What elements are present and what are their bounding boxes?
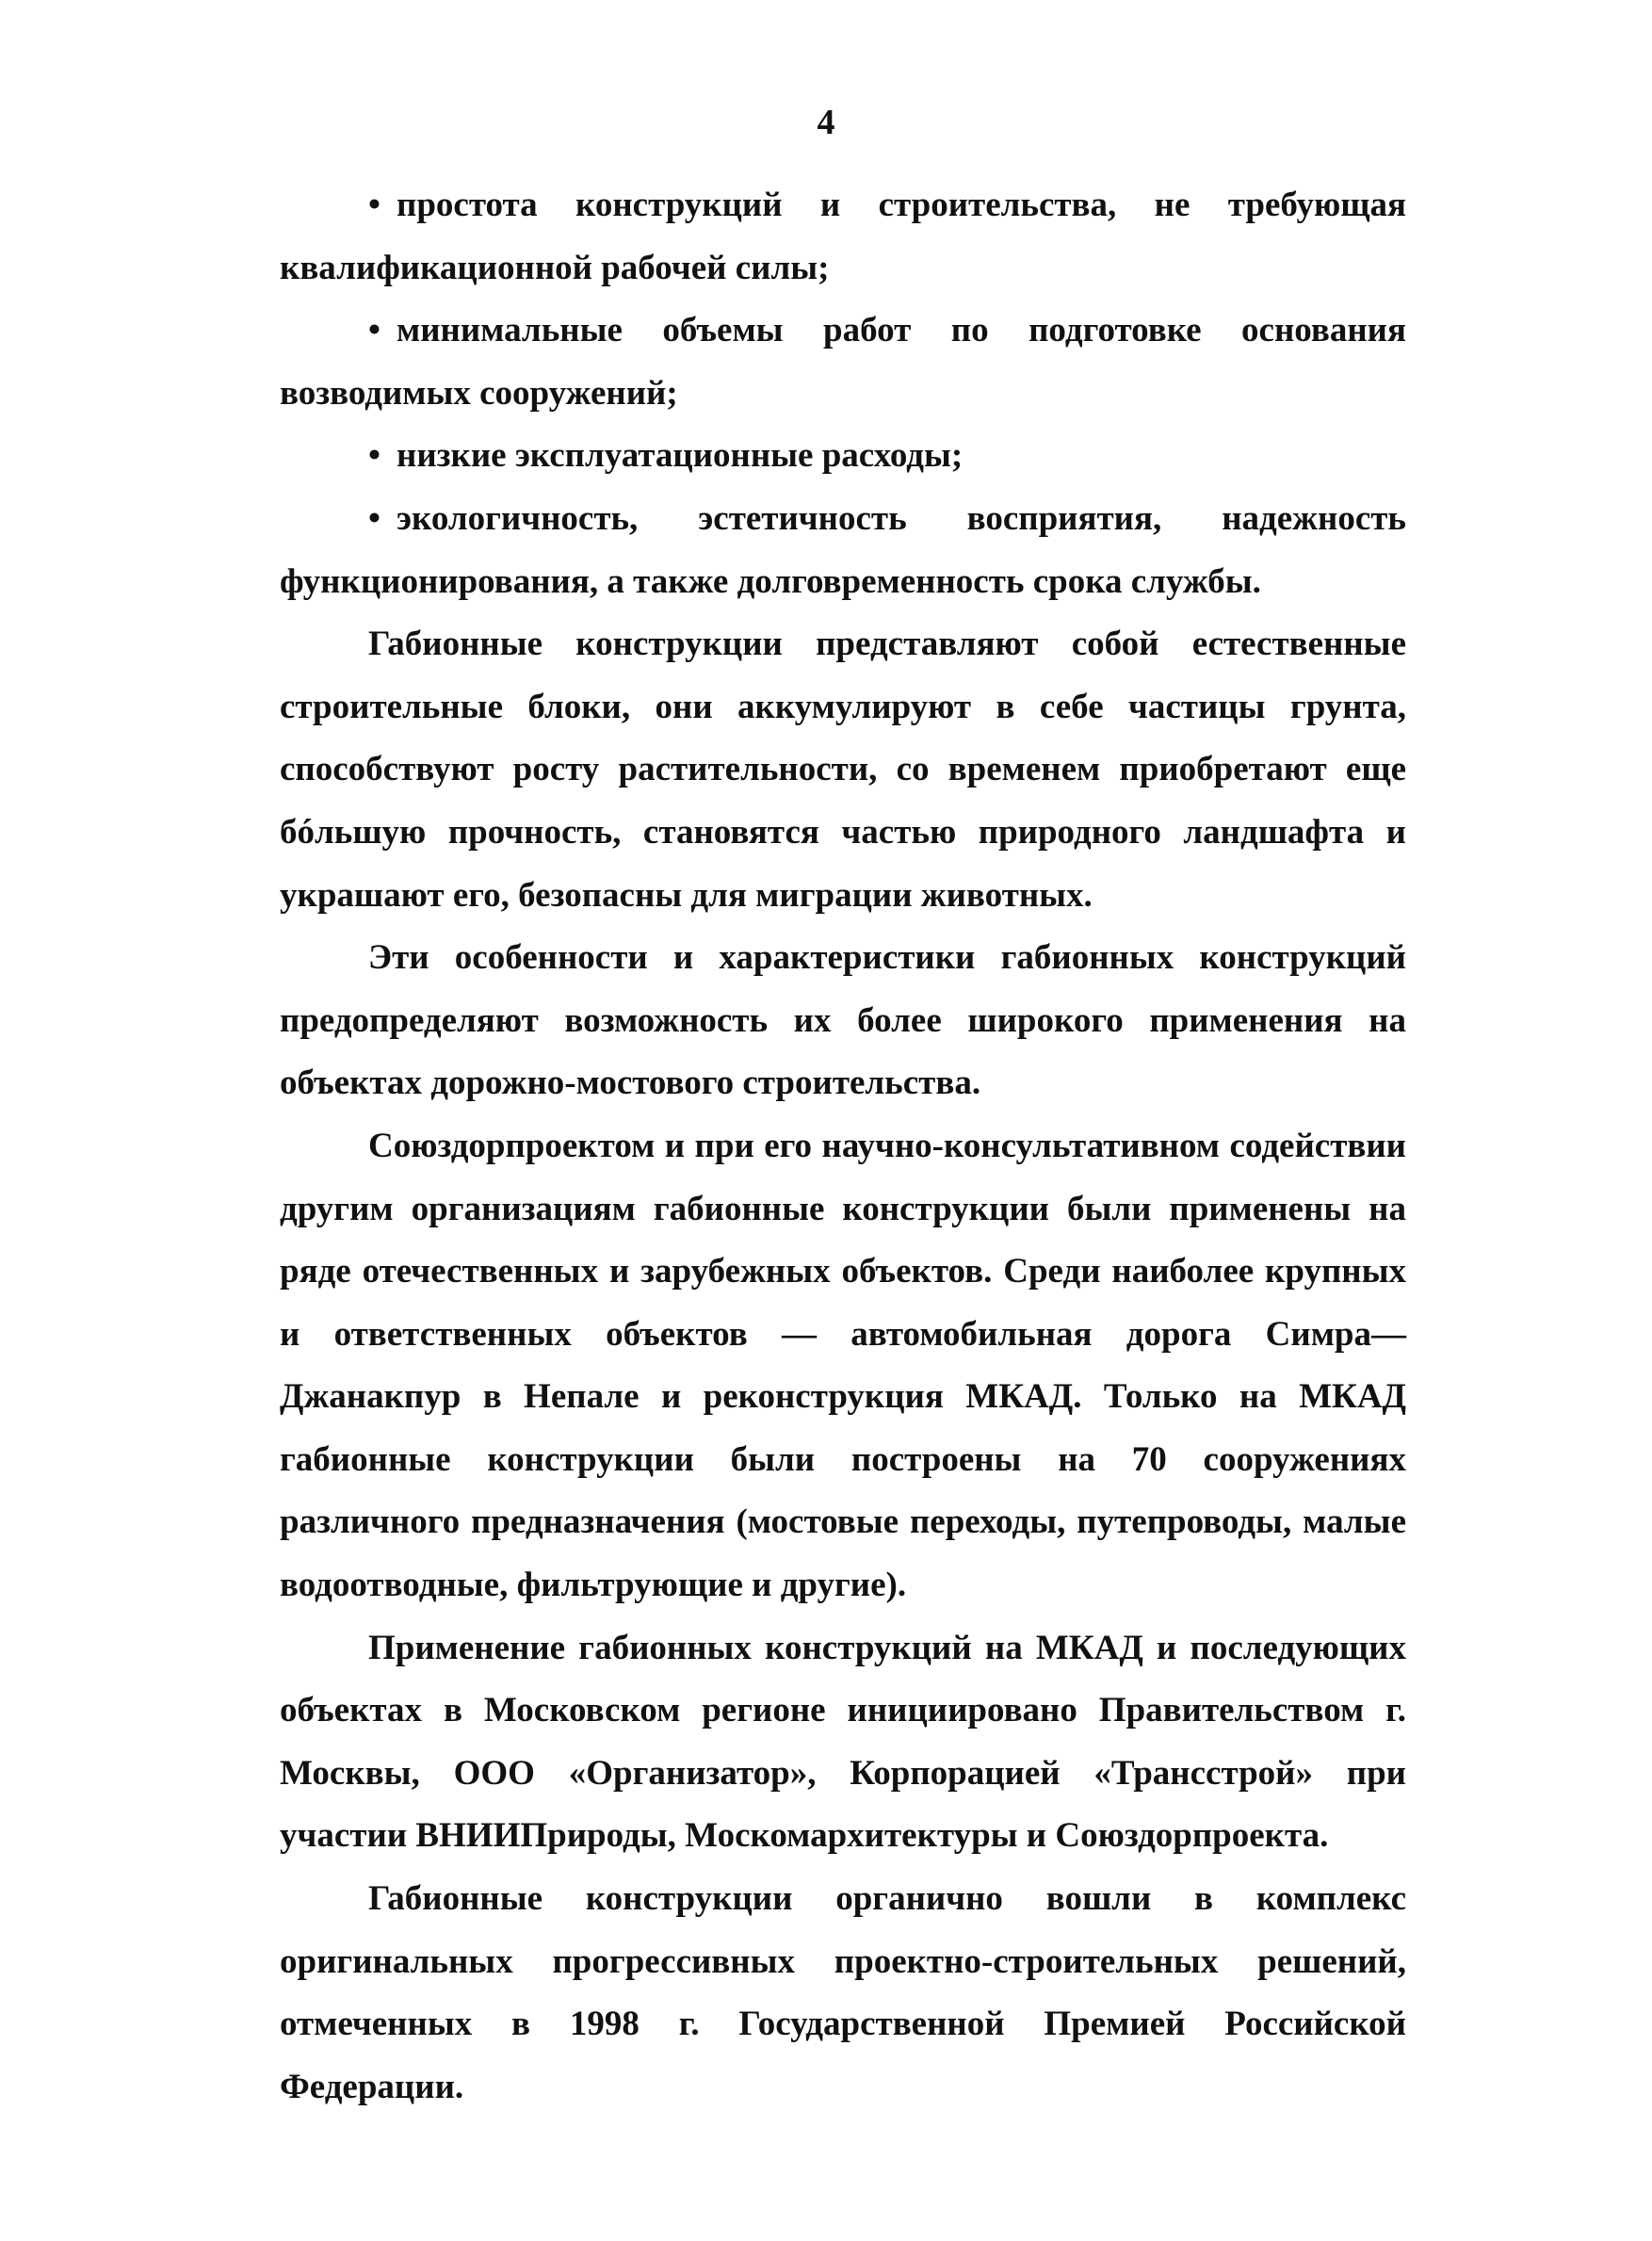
bullet-text: простота конструкций и строительства, не требующая квалификационной рабочей силы; [280,186,1406,287]
bullet-marker: • [368,186,381,224]
bullet-text: минимальные объемы работ по подготовке основания возводимых сооружений; [280,311,1406,413]
paragraph: Применение габионных конструкций на МКАД и последующих объектах в Московском регионе инициировано Правительством г. Москвы, ООО «Организатор», Корпорацией «Трансстрой» при участии ВНИИПрироды, Москомархитектуры и Союздорпроекта. [280,1628,1406,1856]
bullet-item [280,425,1406,488]
paragraph: Союздорпроектом и при его научно-консультативном содействии другим организациям габионные конструкции были применены на ряде отечественных и зарубежных объектов. Среди наиболее крупных и ответственных объектов — автомобильная дорога Симра—Джанакпур в Непале и реконструкция МКАД. Только на МКАД габионные конструкции были построены на 70 сооружениях различного предназначения (мостовые переходы, путепроводы, малые водоотводные, фильтрующие и другие). [280,1126,1406,1605]
bullet-text: экологичность, эстетичность восприятия, надежность функционирования, а также долговременность срока службы. [280,498,1406,601]
paragraph: Габионные конструкции органично вошли в комплекс оригинальных прогрессивных проектно-строительных решений, отмеченных в 1998 г. Государственной Премией Российской Федерации. [280,1879,1406,2106]
bullet-marker: • [368,311,381,350]
bullet-marker: • [368,436,381,476]
paragraph: Габионные конструкции представляют собой естественные строительные блоки, они аккумулируют в себе частицы грунта, способствуют росту растительности, со временем приобретают еще бóльшую прочность, становятся частью природного ландшафта и украшают его, безопасны для миграции животных. [280,625,1406,915]
bullet-item [280,488,1406,613]
bullet-text: низкие эксплуатационные расходы; [397,436,964,476]
bullet-marker: • [368,498,381,538]
paragraph: Эти особенности и характеристики габионных конструкций предопределяют возможность их более широкого применения на объектах дорожно-мостового строительства. [280,938,1406,1103]
bullet-item [280,174,1406,300]
page-number: 4 [817,103,835,142]
body-text [280,174,1406,2119]
bullet-item [280,300,1406,425]
